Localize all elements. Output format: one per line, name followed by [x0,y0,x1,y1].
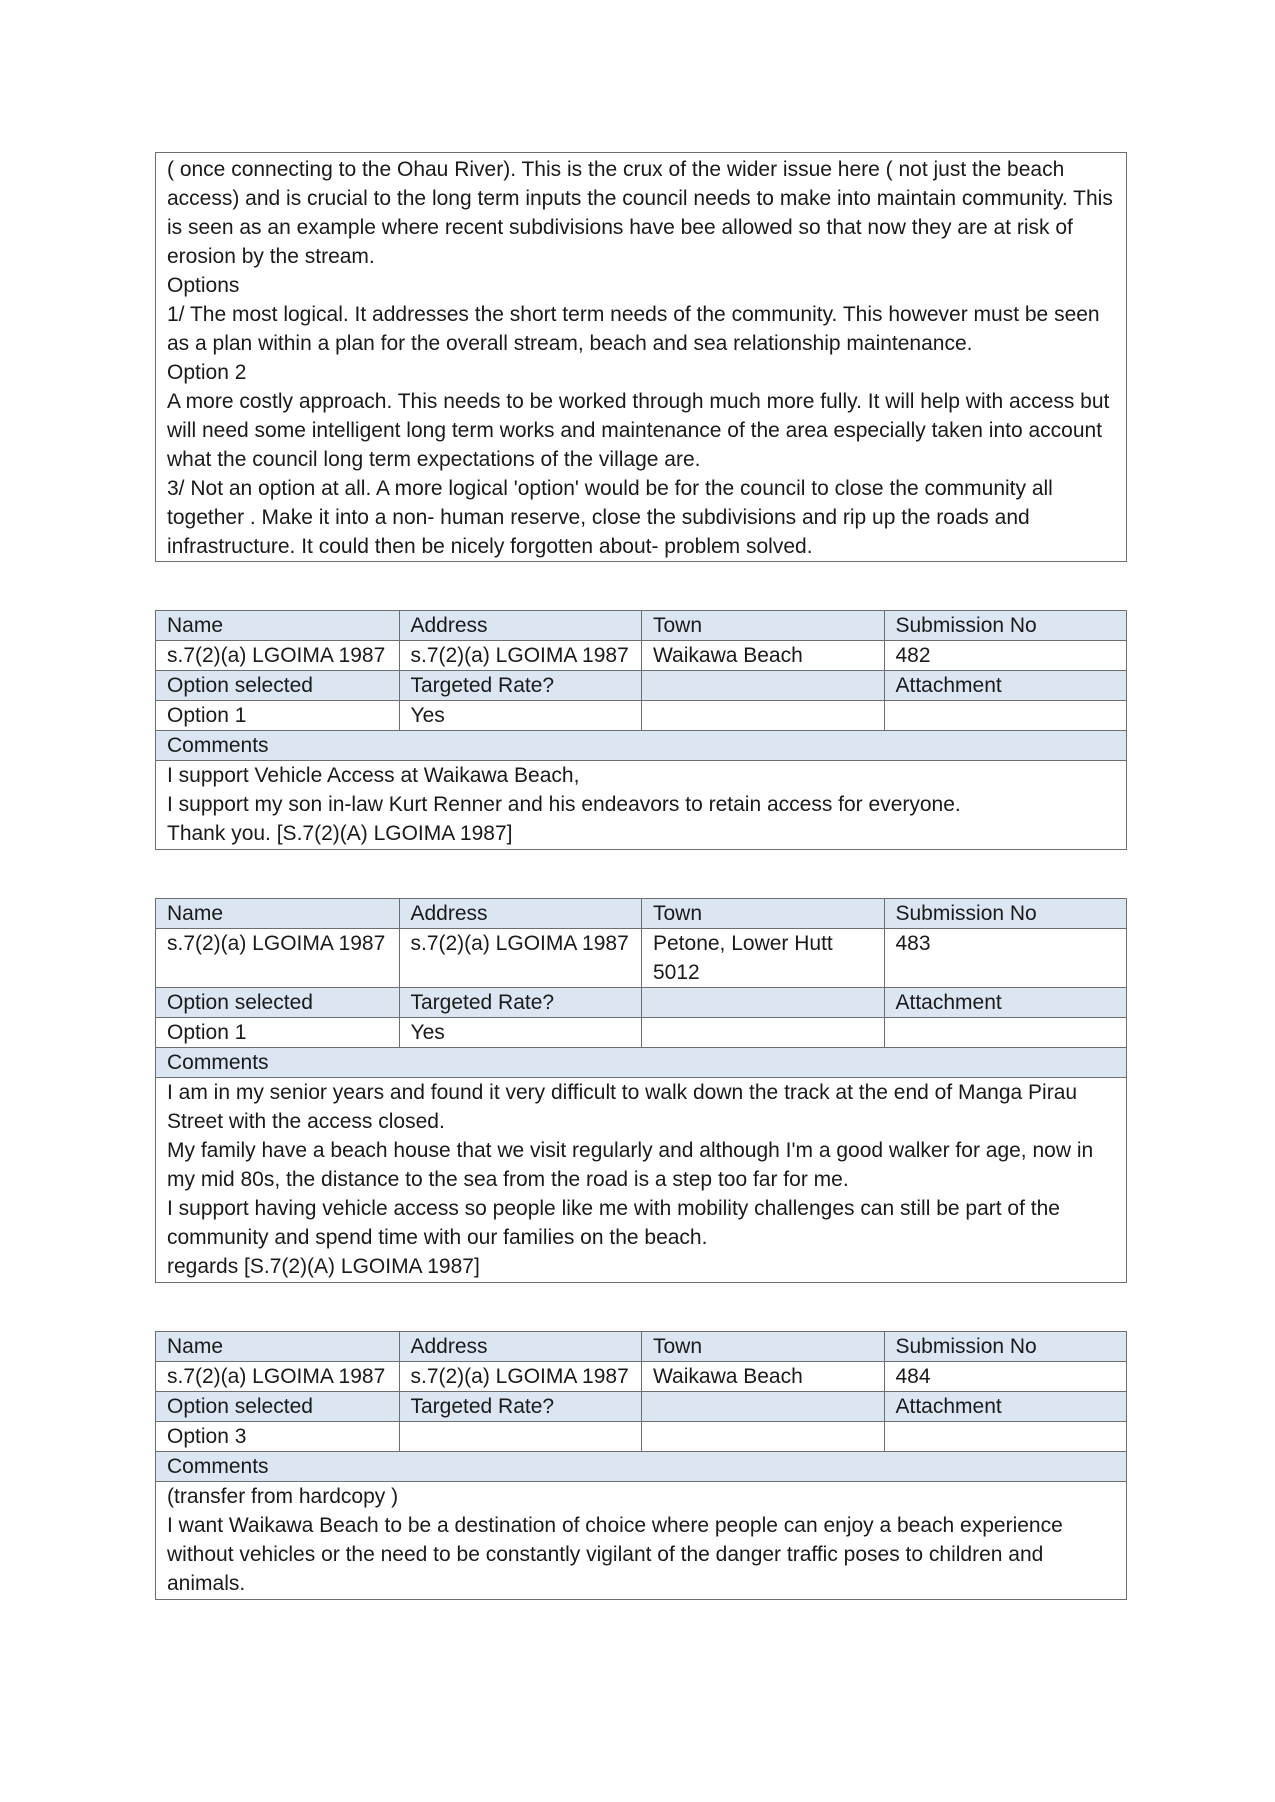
targeted-rate-value: Yes [399,701,642,730]
comments-label: Comments [167,1051,269,1074]
empty-cell [641,1018,884,1047]
option-value: Option 3 [167,1425,247,1448]
comments-row [156,760,1126,849]
submission-no-label: Submission No [884,899,1127,928]
targeted-rate-label: Targeted Rate? [399,671,642,700]
submission-no-value: 484 [884,1362,1127,1391]
table-row [156,1421,1126,1451]
comments-body [156,761,971,849]
comment-paragraph: 1/ The most logical. It addresses the short term needs of the community. This however must be seen as a plan within a plan for the overall stream, beach and sea relationship maintenance. [167,303,1100,355]
town-value: Waikawa Beach [641,1362,884,1391]
comment-paragraph: ( once connecting to the Ohau River). This is the crux of the wider issue here ( not just the beach access) and is crucial to the long term inputs the council needs to make into maintain community. This is seen as an example where recent subdivisions have bee allowed so that now they are at risk of erosion by the stream. [167,158,1113,268]
address-label: Address [399,1332,642,1361]
address-label: Address [399,611,642,640]
empty-cell [641,1392,884,1421]
name-value: s.7(2)(a) LGOIMA 1987 [167,644,386,667]
table-row [156,640,1126,670]
option-selected-label: Option selected [167,1395,313,1418]
page-content [155,152,1127,1600]
attachment-value [884,1018,1127,1047]
table-header-row [156,987,1126,1017]
submission-table-484 [155,1331,1127,1600]
comment-line: regards [S.7(2)(A) LGOIMA 1987] [167,1255,480,1278]
empty-cell [641,988,884,1017]
town-label: Town [641,1332,884,1361]
name-value: s.7(2)(a) LGOIMA 1987 [167,1365,386,1388]
option-selected-label: Option selected [167,991,313,1014]
comment-line: I support Vehicle Access at Waikawa Beach, [167,764,580,787]
option-selected-label: Option selected [167,674,313,697]
address-label: Address [399,899,642,928]
comment-paragraph: Option 2 [167,361,247,384]
comment-line: Thank you. [S.7(2)(A) LGOIMA 1987] [167,822,513,845]
targeted-rate-label: Targeted Rate? [399,1392,642,1421]
comments-row [156,1481,1126,1599]
submission-no-label: Submission No [884,611,1127,640]
empty-cell [641,671,884,700]
submission-no-label: Submission No [884,1332,1127,1361]
table-row [156,700,1126,730]
table-header-row [156,611,1126,640]
town-label: Town [641,611,884,640]
address-value: s.7(2)(a) LGOIMA 1987 [399,641,642,670]
attachment-label: Attachment [884,988,1127,1017]
submission-no-value: 482 [884,641,1127,670]
table-header-row [156,670,1126,700]
town-value: Waikawa Beach [641,641,884,670]
comment-line: I am in my senior years and found it very difficult to walk down the track at the end of Manga Pirau Street with the access closed. [167,1081,1078,1133]
comments-row [156,1077,1126,1282]
targeted-rate-value [399,1422,642,1451]
comments-label: Comments [167,1455,269,1478]
table-header-row [156,1047,1126,1077]
table-header-row [156,1451,1126,1481]
submission-table-482 [155,610,1127,850]
attachment-value [884,1422,1127,1451]
table-header-row [156,1391,1126,1421]
comment-line: My family have a beach house that we visit regularly and although I'm a good walker for age, now in my mid 80s, the distance to the sea from the road is a step too far for me. [167,1139,1094,1191]
comment-line: I support having vehicle access so people like me with mobility challenges can still be part of the community and spend time with our families on the beach. [167,1197,1060,1249]
comments-label: Comments [167,734,269,757]
attachment-value [884,701,1127,730]
comments-body [156,1078,1126,1282]
town-value: Petone, Lower Hutt 5012 [641,929,884,987]
name-value: s.7(2)(a) LGOIMA 1987 [167,932,386,955]
submission-no-value: 483 [884,929,1127,987]
table-header-row [156,730,1126,760]
table-row [156,1361,1126,1391]
table-header-row [156,899,1126,928]
continued-comment-block [155,152,1127,562]
option-value: Option 1 [167,704,247,727]
address-value: s.7(2)(a) LGOIMA 1987 [399,929,642,987]
address-value: s.7(2)(a) LGOIMA 1987 [399,1362,642,1391]
attachment-label: Attachment [884,671,1127,700]
comment-line: I want Waikawa Beach to be a destination of choice where people can enjoy a beach experience without vehicles or the need to be constantly vigilant of the danger traffic poses to children and animals. [167,1514,1063,1595]
table-header-row [156,1332,1126,1361]
name-label: Name [167,902,224,925]
empty-cell [641,1422,884,1451]
comment-paragraph: Options [167,274,240,297]
table-row [156,1017,1126,1047]
option-value: Option 1 [167,1021,247,1044]
table-row [156,928,1126,987]
town-label: Town [641,899,884,928]
attachment-label: Attachment [884,1392,1127,1421]
comment-paragraph: A more costly approach. This needs to be worked through much more fully. It will help with access but will need some intelligent long term works and maintenance of the area especially taken into account what the council long term expectations of the village are. [167,390,1110,471]
name-label: Name [167,614,224,637]
comment-line: I support my son in-law Kurt Renner and his endeavors to retain access for everyone. [167,793,961,816]
name-label: Name [167,1335,224,1358]
comments-body [156,1482,1126,1599]
empty-cell [641,701,884,730]
targeted-rate-value: Yes [399,1018,642,1047]
targeted-rate-label: Targeted Rate? [399,988,642,1017]
submission-table-483 [155,898,1127,1283]
comment-paragraph: 3/ Not an option at all. A more logical 'option' would be for the council to close the community all together . Make it into a non- human reserve, close the subdivisions and rip up the roads and infrastructure. It could then be nicely forgotten about- problem solved. [167,477,1053,558]
comment-line: (transfer from hardcopy ) [167,1485,399,1508]
